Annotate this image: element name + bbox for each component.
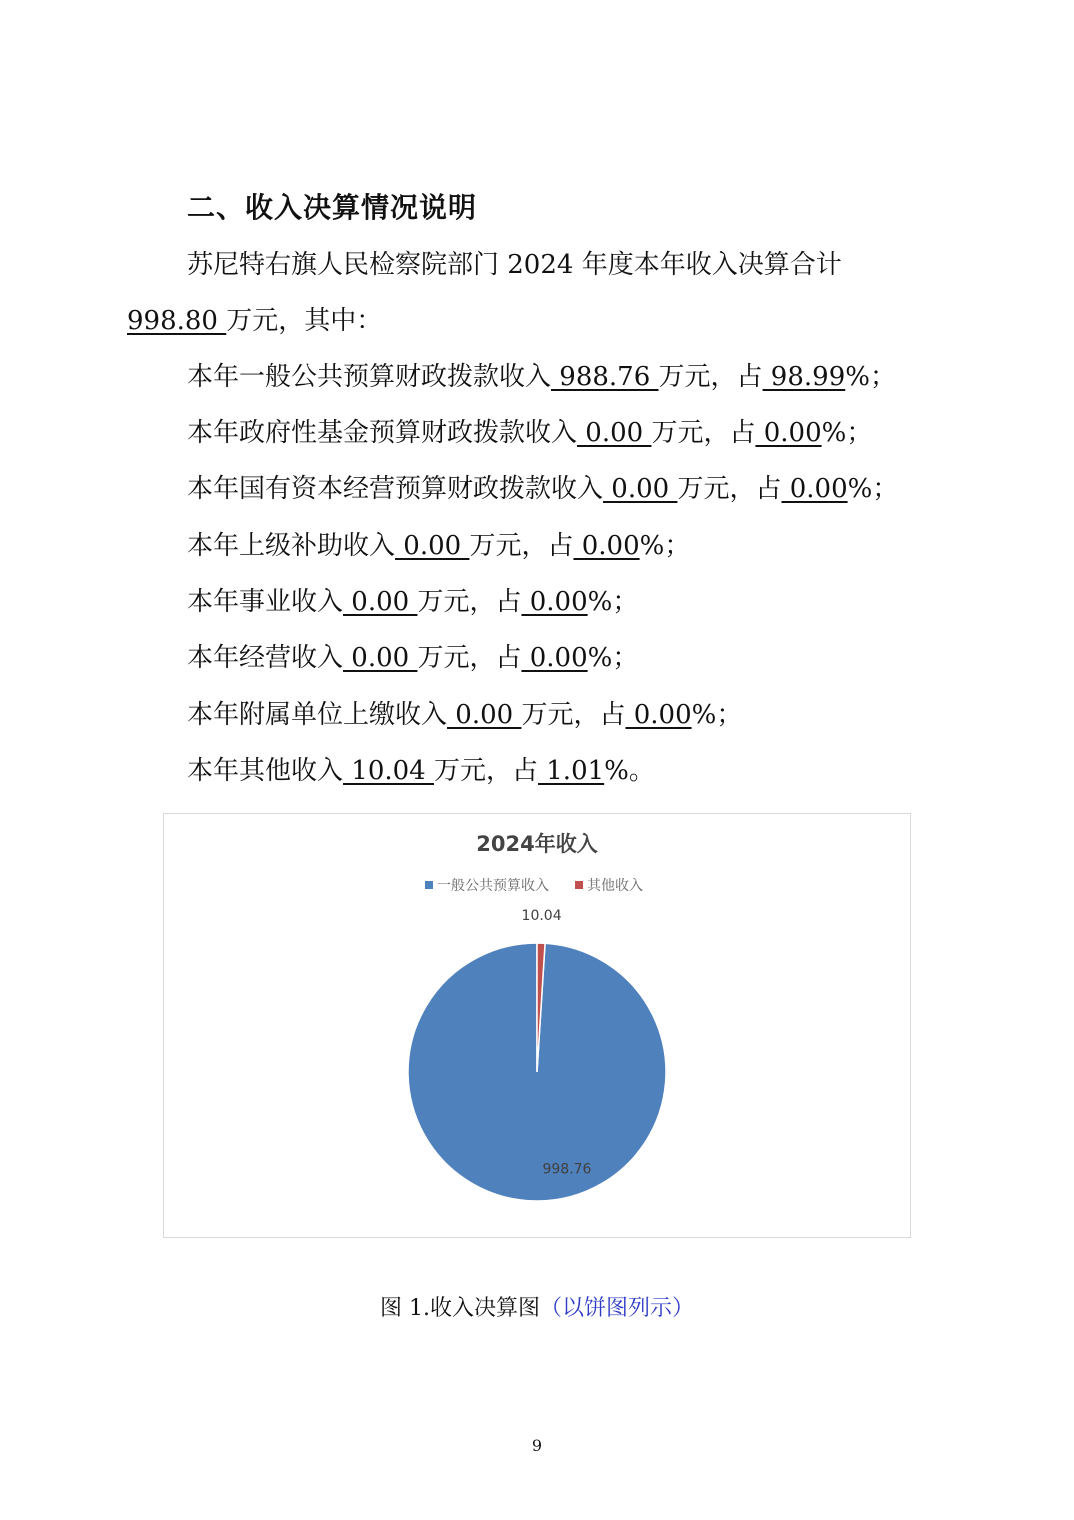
item-unit: 万元，占 — [417, 643, 522, 673]
item-percent: 0.00 — [521, 587, 588, 617]
section-heading: 二、收入决算情况说明 — [187, 191, 478, 224]
item-end: %。 — [604, 756, 655, 786]
item-amount: 988.76 — [551, 362, 659, 392]
legend-swatch-other — [575, 881, 583, 889]
caption-main: 图 1.收入决算图 — [380, 1296, 540, 1321]
item-unit: 万元，占 — [677, 474, 782, 504]
item-percent: 1.01 — [538, 756, 605, 786]
item-end: %； — [845, 362, 896, 392]
legend-label-general-budget: 一般公共预算收入 — [437, 878, 549, 894]
item-percent: 98.99 — [762, 362, 846, 392]
pie-slices — [408, 943, 666, 1201]
item-label: 本年一般公共预算财政拨款收入 — [187, 362, 552, 392]
item-label: 本年附属单位上缴收入 — [187, 700, 448, 730]
intro-suffix: 万元，其中： — [226, 306, 383, 336]
total-amount: 998.80 — [127, 306, 227, 336]
legend-label-other: 其他收入 — [587, 878, 643, 894]
item-end: %； — [587, 643, 639, 673]
income-item — [187, 582, 638, 622]
item-label: 本年其他收入 — [187, 756, 344, 786]
item-unit: 万元，占 — [658, 362, 763, 392]
item-amount: 0.00 — [343, 587, 418, 617]
item-unit: 万元，占 — [651, 418, 756, 448]
income-item — [187, 357, 896, 397]
figure-caption — [0, 1292, 1074, 1326]
intro-line-2 — [127, 301, 382, 341]
income-item — [187, 413, 872, 453]
item-unit: 万元，占 — [521, 700, 626, 730]
item-unit: 万元，占 — [469, 531, 574, 561]
item-label: 本年事业收入 — [187, 587, 344, 617]
intro-text: 苏尼特右旗人民检察院部门 2024 年度本年收入决算合计 — [187, 250, 842, 280]
item-percent: 0.00 — [521, 643, 588, 673]
data-label-other: 10.04 — [521, 908, 562, 925]
chart-title: 2024年收入 — [476, 832, 598, 856]
item-amount: 0.00 — [395, 531, 470, 561]
item-end: %； — [639, 531, 691, 561]
item-end: %； — [691, 700, 743, 730]
income-item — [187, 638, 638, 678]
income-item — [187, 469, 898, 509]
item-amount: 10.04 — [343, 756, 434, 786]
chart-legend — [425, 877, 643, 894]
legend-swatch-general-budget — [425, 881, 433, 889]
item-end: %； — [847, 474, 899, 504]
item-unit: 万元，占 — [433, 756, 538, 786]
data-label-general-budget: 998.76 — [542, 1161, 592, 1178]
item-end: %； — [821, 418, 873, 448]
item-end: %； — [587, 587, 639, 617]
page-number: 9 — [531, 1436, 543, 1455]
income-item — [187, 695, 742, 735]
item-label: 本年经营收入 — [187, 643, 344, 673]
item-amount: 0.00 — [603, 474, 678, 504]
item-amount: 0.00 — [343, 643, 418, 673]
income-pie-chart — [163, 813, 911, 1238]
item-unit: 万元，占 — [417, 587, 522, 617]
item-amount: 0.00 — [577, 418, 652, 448]
income-item — [187, 526, 690, 566]
item-label: 本年国有资本经营预算财政拨款收入 — [187, 474, 604, 504]
item-percent: 0.00 — [625, 700, 692, 730]
item-percent: 0.00 — [781, 474, 848, 504]
pie-chart-svg — [164, 814, 910, 1237]
item-label: 本年上级补助收入 — [187, 531, 396, 561]
item-label: 本年政府性基金预算财政拨款收入 — [187, 418, 578, 448]
intro-line-1 — [187, 245, 842, 285]
item-amount: 0.00 — [447, 700, 522, 730]
income-item — [187, 751, 655, 791]
item-percent: 0.00 — [755, 418, 822, 448]
caption-parenthetical: （以饼图列示） — [539, 1296, 694, 1321]
item-percent: 0.00 — [573, 531, 640, 561]
